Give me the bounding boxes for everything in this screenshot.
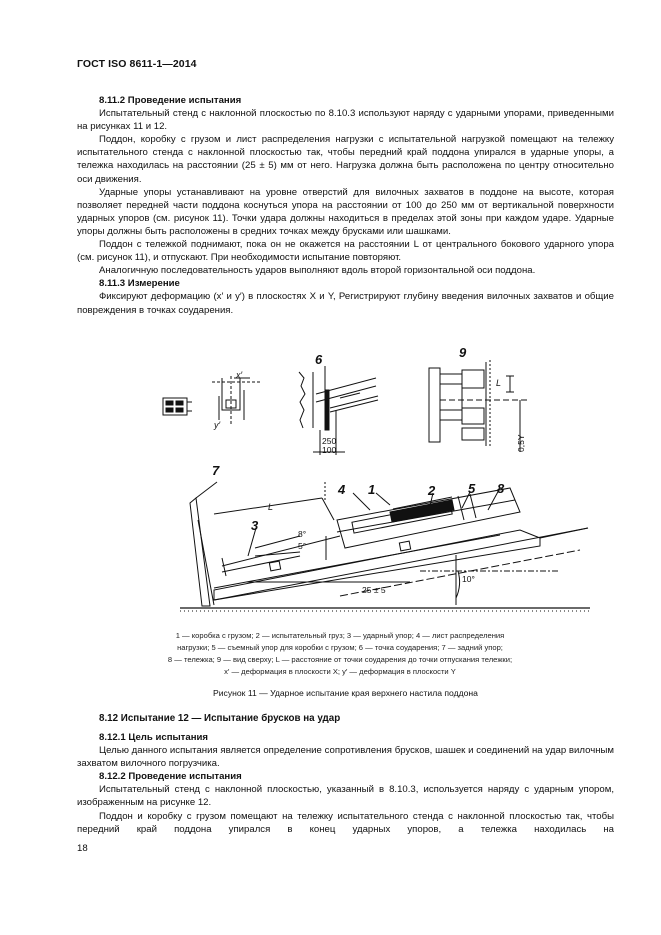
paragraph: Фиксируют деформацию (x′ и y′) в плоскостях X и Y, Регистрируют глубину введения вилочных захватов и общие повреждения в точках соударения. [77, 291, 614, 316]
label-2: 2 [428, 483, 436, 498]
heading-8-12: 8.12 Испытание 12 — Испытание брусков на удар [99, 713, 341, 724]
paragraph: Поддон, коробку с грузом и лист распределения нагрузки с испытательной нагрузкой помещают на тележку испытательного стенда с наклонной плоскостью так, чтобы передний край поддона упирался в ударные упоры, а тележка находилась на расстоянии (25 ± 5) мм от него. Нагрузка должна быть расположена по центру относительно оси движения. [77, 134, 614, 185]
paragraph: Ударные упоры устанавливают на уровне отверстий для вилочных захватов в поддоне на высоте, которая позволяет передней части поддона коснуться упора на расстоянии от 100 до 250 мм от вертикальной поверхности ударных упоров (см. рисунок 11). Точки удара должны находиться в пределах этой зоны при каждом ударе. Ударные упоры должны быть расположены в средних точках между брусками или шашками. [77, 186, 614, 237]
figure-legend [130, 630, 550, 678]
legend-line: 8 — тележка; 9 — вид сверху; L — расстояние от точки соударения до точки отпускания тележки; [167, 655, 513, 664]
paragraph: Испытательный стенд с наклонной плоскостью по 8.10.3 используют наряду с ударными упорами, приведенными на рисунках 11 и 12. [77, 108, 614, 133]
label-8: 8 [497, 481, 505, 496]
dim-250: 250 [322, 436, 337, 446]
angle-5: 5° [298, 541, 307, 551]
heading-8-11-3: 8.11.3 Измерение [99, 278, 180, 290]
section-8-12-text [77, 731, 614, 836]
figure-caption: Рисунок 11 — Ударное испытание края верхнего настила поддона [213, 688, 478, 698]
detail-deformation [212, 376, 262, 426]
paragraph: Поддон и коробку с грузом помещают на тележку испытательного стенда с наклонной плоскостью так, чтобы передний край поддона упирался в конец ударных упоров, а тележка находилась на [77, 810, 614, 835]
paragraph: Испытательный стенд с наклонной плоскостью, указанный в 8.10.3, используется наряду с ударным упором, изображенным на рисунке 12. [77, 784, 614, 809]
paragraph: Аналогичную последовательность ударов выполняют вдоль второй горизонтальной оси поддона. [99, 265, 536, 277]
angle-8: 8° [298, 529, 307, 539]
label-9: 9 [459, 345, 467, 360]
dim-half-y: 0,5Y [516, 434, 526, 452]
label-3: 3 [251, 518, 259, 533]
legend-line: 1 — коробка с грузом; 2 — испытательный груз; 3 — ударный упор; 4 — лист распределения [175, 631, 505, 640]
label-x-prime: x′ [236, 370, 243, 380]
label-6: 6 [315, 352, 323, 367]
legend-line: нагрузки; 5 — съемный упор для коробки с грузом; 6 — точка соударения; 7 — задний упор; [177, 643, 503, 652]
label-L: L [268, 502, 274, 512]
dim-100: 100 [322, 445, 337, 455]
heading-8-11-2: 8.11.2 Проведение испытания [99, 95, 242, 106]
label-5: 5 [468, 481, 476, 496]
angle-10: 10° [462, 574, 475, 584]
paragraph: Целью данного испытания является определение сопротивления брусков, шашек и соединений на удар вилочным захватом вилочного погрузчика. [77, 745, 614, 770]
detail-pallet-section [163, 398, 192, 415]
detail-9-top-view [429, 360, 530, 452]
dist-25: 25 ± 5 [362, 585, 386, 595]
heading-8-12-1: 8.12.1 Цель испытания [99, 732, 209, 743]
legend-line: x′ — деформация в плоскости X; y′ — деформация в плоскости Y [224, 667, 456, 676]
label-y-prime: y′ [214, 420, 221, 430]
label-1: 1 [368, 482, 376, 497]
label-7: 7 [212, 463, 220, 478]
document-header: ГОСТ ISO 8611-1—2014 [77, 58, 197, 70]
label-L-top: L [496, 378, 502, 388]
label-4: 4 [338, 482, 346, 497]
page-number: 18 [77, 843, 88, 854]
paragraph: Поддон с тележкой поднимают, пока он не окажется на расстоянии L от центрального бокового ударного упора (см. рисунок 11), и отпускают. При необходимости испытание повторяют. [77, 239, 614, 264]
detail-6-impact-point [299, 366, 378, 455]
heading-8-12-2: 8.12.2 Проведение испытания [99, 771, 242, 783]
